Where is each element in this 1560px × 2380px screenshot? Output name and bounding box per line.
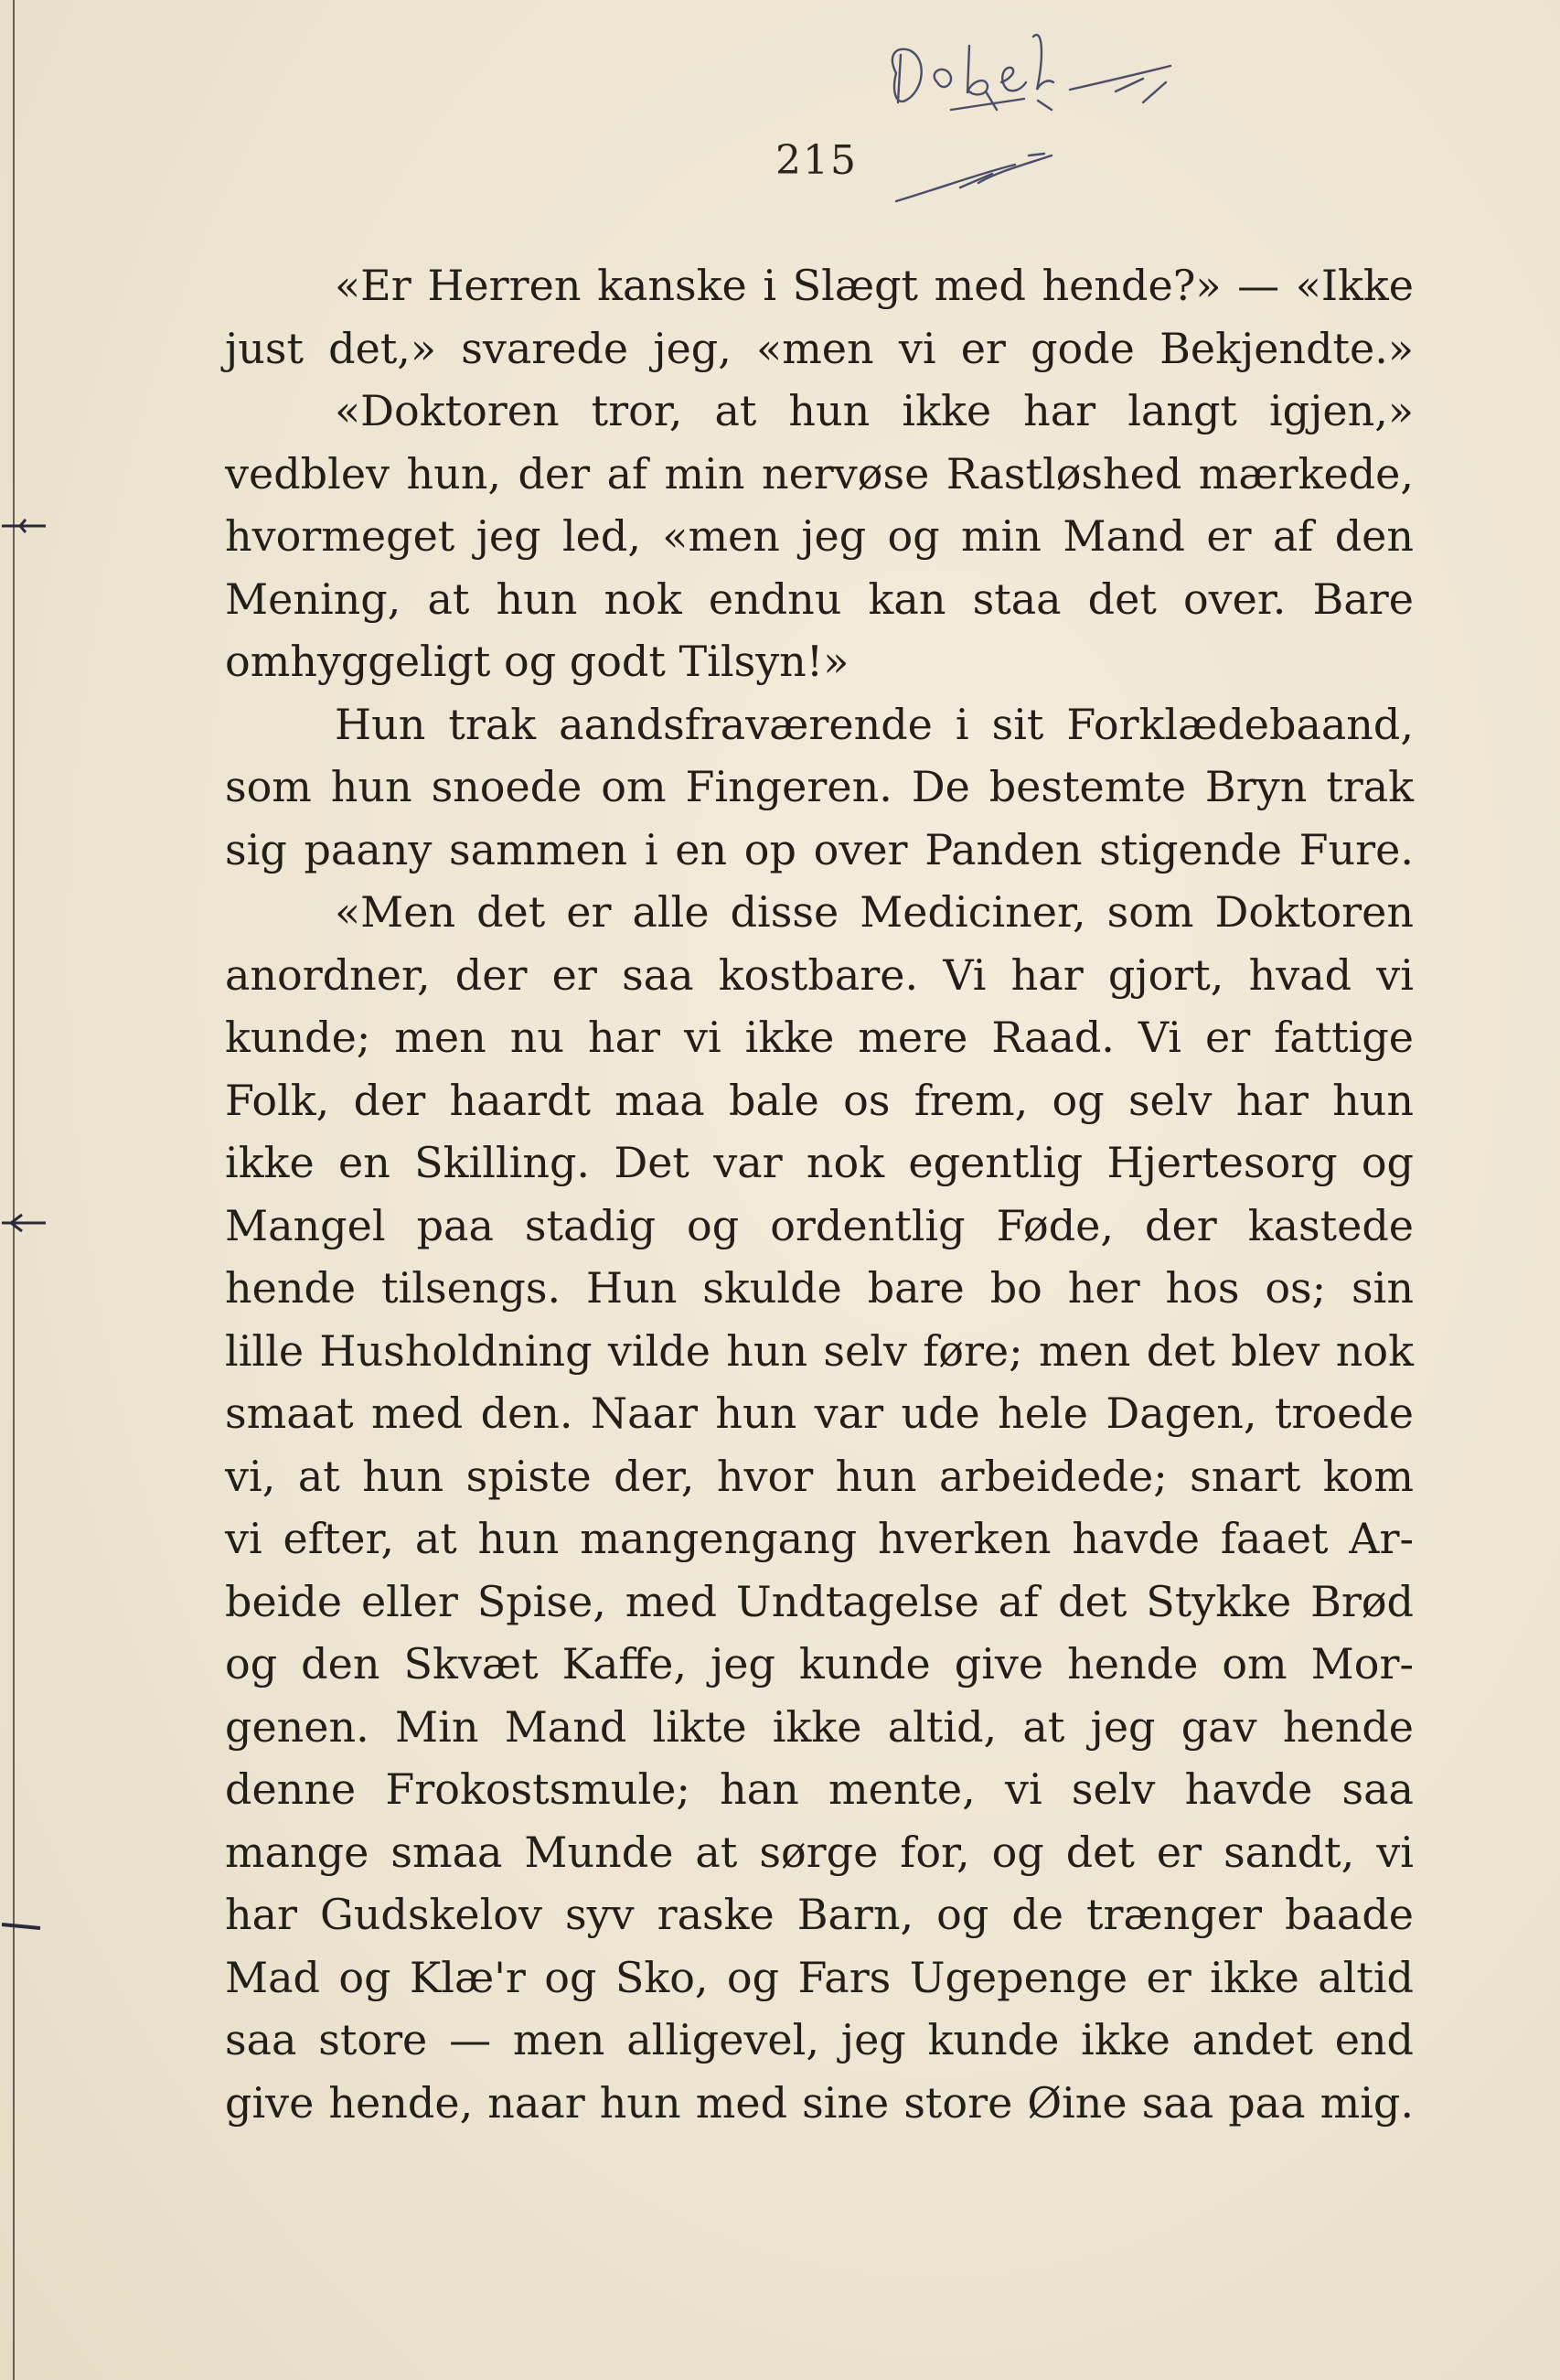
text-line: beide eller Spise, med Undtagelse af det Stykke Brød [225,1576,1414,1626]
text-line: Folk, der haardt maa bale os frem, og selv har hun [225,1075,1414,1125]
text-line: hvormeget jeg led, «men jeg og min Mand er af den [225,511,1414,561]
text-line: kunde; men nu har vi ikke mere Raad. Vi er fattige [225,1013,1414,1062]
body-text [225,254,1414,2134]
binding-edge [13,0,15,2380]
text-line: sig paany sammen i en op over Panden stigende Fure. [225,824,1414,874]
text-line: Hun trak aandsfraværende i sit Forklædebaand, [335,699,1414,749]
text-line: Mangel paa stadig og ordentlig Føde, der kastede [225,1200,1414,1250]
text-line: just det,» svarede jeg, «men vi er gode Bekjendte.» [225,323,1414,373]
text-line: mange smaa Munde at sørge for, og det er sandt, vi [225,1827,1414,1877]
text-line: «Men det er alle disse Mediciner, som Doktoren [335,887,1414,937]
text-line: har Gudskelov syv raske Barn, og de trænger baade [225,1890,1414,1939]
text-line: denne Frokostsmule; han mente, vi selv havde saa [225,1764,1414,1814]
text-line: smaat med den. Naar hun var ude hele Dagen, troede [225,1388,1414,1438]
text-line: saa store — men alligevel, jeg kunde ikke andet end [225,2015,1414,2064]
text-line: lille Husholdning vilde hun selv føre; men det blev nok [225,1325,1414,1376]
margin-mark-icon [0,512,55,540]
text-line: vi efter, at hun mangengang hverken havde faaet Ar- [225,1514,1414,1563]
text-line: genen. Min Mand likte ikke altid, at jeg gav hende [225,1701,1414,1752]
text-line: Mening, at hun nok endnu kan staa det over. Bare [225,574,1414,624]
text-line: vedblev hun, der af min nervøse Rastløshed mærkede, [225,448,1414,499]
text-line: og den Skvæt Kaffe, jeg kunde give hende om Mor- [225,1639,1414,1689]
handwritten-annotation [841,18,1244,229]
text-line: «Er Herren kanske i Slægt med hende?» — «Ikke [335,261,1414,310]
text-line: Mad og Klæ'r og Sko, og Fars Ugepenge er ikke altid [225,1952,1414,2002]
text-line: ikke en Skilling. Det var nok egentlig Hjertesorg og [225,1138,1414,1187]
text-line: som hun snoede om Fingeren. De bestemte Bryn trak [225,762,1414,811]
margin-mark-icon [0,1912,55,1939]
text-line: hende tilsengs. Hun skulde bare bo her hos os; sin [225,1263,1414,1313]
text-line: give hende, naar hun med sine store Øine saa paa mig. [225,2077,1414,2128]
margin-mark-icon [0,1209,55,1237]
page-number: 215 [775,137,858,184]
text-line: vi, at hun spiste der, hvor hun arbeidede; snart kom [225,1451,1414,1501]
text-line: anordner, der er saa kostbare. Vi har gjort, hvad vi [225,949,1414,1000]
text-line: «Doktoren tror, at hun ikke har langt igjen,» [335,386,1414,435]
text-line: omhyggeligt og godt Tilsyn!» [225,637,849,686]
